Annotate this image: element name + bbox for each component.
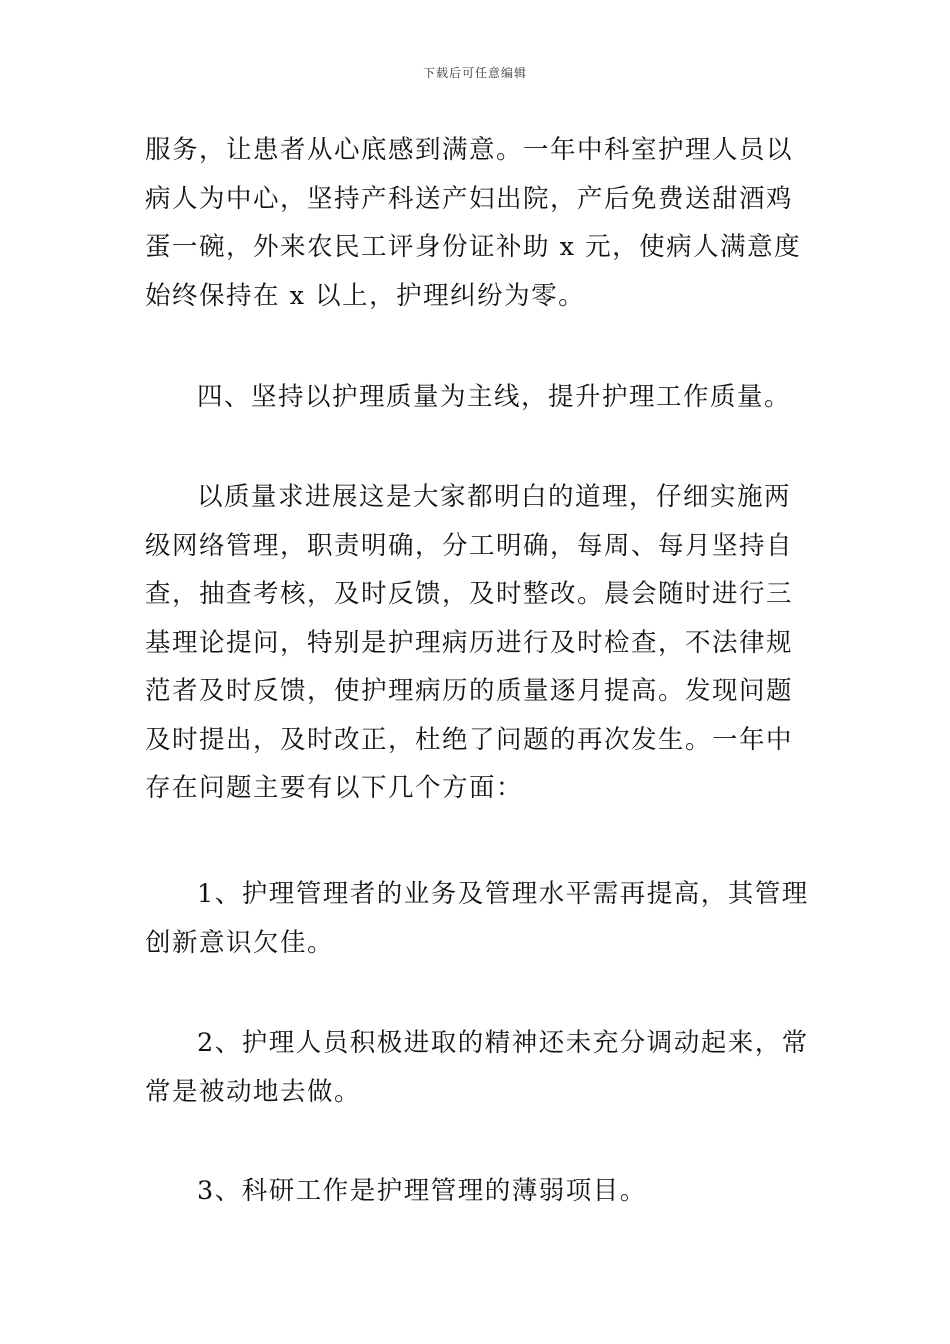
list-item-1: 1、护理管理者的业务及管理水平需再提高，其管理创新意识欠佳。 <box>145 879 809 958</box>
section-heading-four: 四、坚持以护理质量为主线，提升护理工作质量。 <box>197 382 792 412</box>
list-item-2: 2、护理人员积极进取的精神还未充分调动起来，常常是被动地去做。 <box>145 1028 809 1107</box>
paragraph-continuation: 服务，让患者从心底感到满意。一年中科室护理人员以病人为中心，坚持产科送产妇出院，产后免费送甜酒鸡蛋一碗，外来农民工评身份证补助 x 元，使病人满意度始终保持在 x 以上，护理纠纷为零。 <box>145 135 802 311</box>
list-item-3: 3、科研工作是护理管理的薄弱项目。 <box>197 1176 647 1206</box>
paragraph-quality: 以质量求进展这是大家都明白的道理，仔细实施两级网络管理，职责明确，分工明确，每周、每月坚持自查，抽查考核，及时反馈，及时整改。晨会随时进行三基理论提问，特别是护理病历进行及时检查，不法律规范者及时反馈，使护理病历的质量逐月提高。发现问题及时提出，及时改正，杜绝了问题的再次发生。一年中存在问题主要有以下几个方面： <box>145 482 794 803</box>
page-header: 下载后可任意编辑 <box>422 66 527 80</box>
